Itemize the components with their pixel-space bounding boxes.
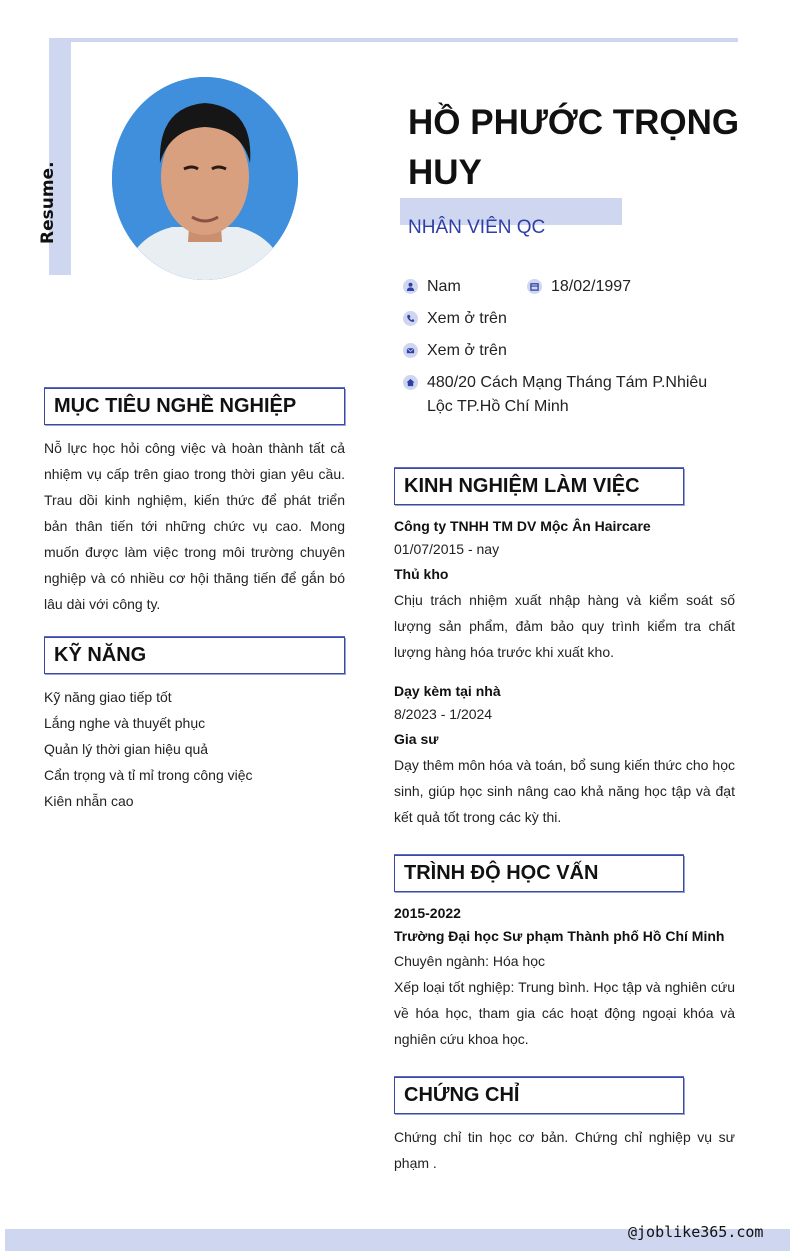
experience-title-text: KINH NGHIỆM LÀM VIỆC: [404, 475, 640, 497]
skill-item: Quản lý thời gian hiệu quả: [44, 741, 209, 757]
experience-company: Dạy kèm tại nhà: [394, 683, 501, 699]
experience-period: 8/2023 - 1/2024: [394, 706, 493, 722]
experience-period: 01/07/2015 - nay: [394, 541, 500, 557]
phone-value: Xem ở trên: [427, 310, 507, 327]
email-value: Xem ở trên: [427, 342, 507, 359]
address-value: 480/20 Cách Mạng Tháng Tám P.Nhiêu Lộc TP.Hồ Chí Minh: [427, 374, 708, 415]
education-period: 2015-2022: [394, 905, 461, 921]
skill-item: Cẩn trọng và tỉ mỉ trong công việc: [44, 767, 253, 783]
info-address: [403, 371, 723, 419]
certificates-text: Chứng chỉ tin học cơ bản. Chứng chỉ nghiệp vụ sư phạm .: [394, 1129, 735, 1171]
skill-item: Kiên nhẫn cao: [44, 793, 134, 809]
objective-title-text: MỤC TIÊU NGHỀ NGHIỆP: [54, 395, 297, 417]
skills-title-text: KỸ NĂNG: [54, 644, 147, 666]
education-school: Trường Đại học Sư phạm Thành phố Hồ Chí Minh: [394, 928, 725, 944]
certificates-title: [394, 1077, 684, 1114]
resume-label: Resume.: [38, 161, 58, 244]
education-description: Xếp loại tốt nghiệp: Trung bình. Học tập và nghiên cứu về hóa học, tham gia các hoạt động ngoại khóa và nghiên cứu khoa học.: [394, 979, 735, 1047]
certificates-title-text: CHỨNG CHỈ: [404, 1084, 520, 1106]
user-icon: [403, 279, 418, 294]
experience-company: Công ty TNHH TM DV Mộc Ân Haircare: [394, 518, 651, 534]
experience-title: [394, 468, 684, 505]
avatar: [112, 77, 298, 280]
home-icon: [403, 375, 418, 390]
info-email: [403, 339, 507, 363]
experience-position: Gia sư: [394, 731, 439, 747]
candidate-role: NHÂN VIÊN QC: [408, 217, 546, 238]
education-title: [394, 855, 684, 892]
calendar-icon: [527, 279, 542, 294]
education-major: Chuyên ngành: Hóa học: [394, 953, 545, 969]
skill-item: Kỹ năng giao tiếp tốt: [44, 689, 172, 705]
top-accent-line: [49, 38, 738, 42]
skills-title: [44, 637, 345, 674]
skill-item: Lắng nghe và thuyết phục: [44, 715, 206, 731]
footer-website[interactable]: @joblike365.com: [628, 1223, 764, 1241]
experience-description: Dạy thêm môn hóa và toán, bổ sung kiến thức cho học sinh, giúp học sinh nâng cao khả năng học tập và đạt kết quả tốt trong các kỳ thi.: [394, 757, 735, 825]
candidate-name: HỒ PHƯỚC TRỌNG HUY: [408, 103, 740, 192]
birthdate-value: 18/02/1997: [551, 278, 632, 295]
objective-title: [44, 388, 345, 425]
experience-description: Chịu trách nhiệm xuất nhập hàng và kiểm soát số lượng sản phẩm, đảm bảo quy trình kiểm tra chất lượng hàng hóa trước khi xuất kho.: [394, 592, 735, 660]
gender-value: Nam: [427, 278, 461, 295]
education-title-text: TRÌNH ĐỘ HỌC VẤN: [404, 862, 599, 884]
experience-position: Thủ kho: [394, 566, 449, 582]
objective-text: Nỗ lực học hỏi công việc và hoàn thành tất cả nhiệm vụ cấp trên giao trong thời gian yêu cầu. Trau dồi kinh nghiệm, kiến thức để phát triển bản thân tiến tới những chức vụ cao. Mong muốn được làm việc trong môi trường chuyên nghiệp và có nhiều cơ hội thăng tiến để gắn bó lâu dài với công ty.: [44, 440, 345, 612]
info-gender: [403, 275, 461, 299]
phone-icon: [403, 311, 418, 326]
info-phone: [403, 307, 507, 331]
mail-icon: [403, 343, 418, 358]
info-birthdate: [527, 275, 631, 299]
